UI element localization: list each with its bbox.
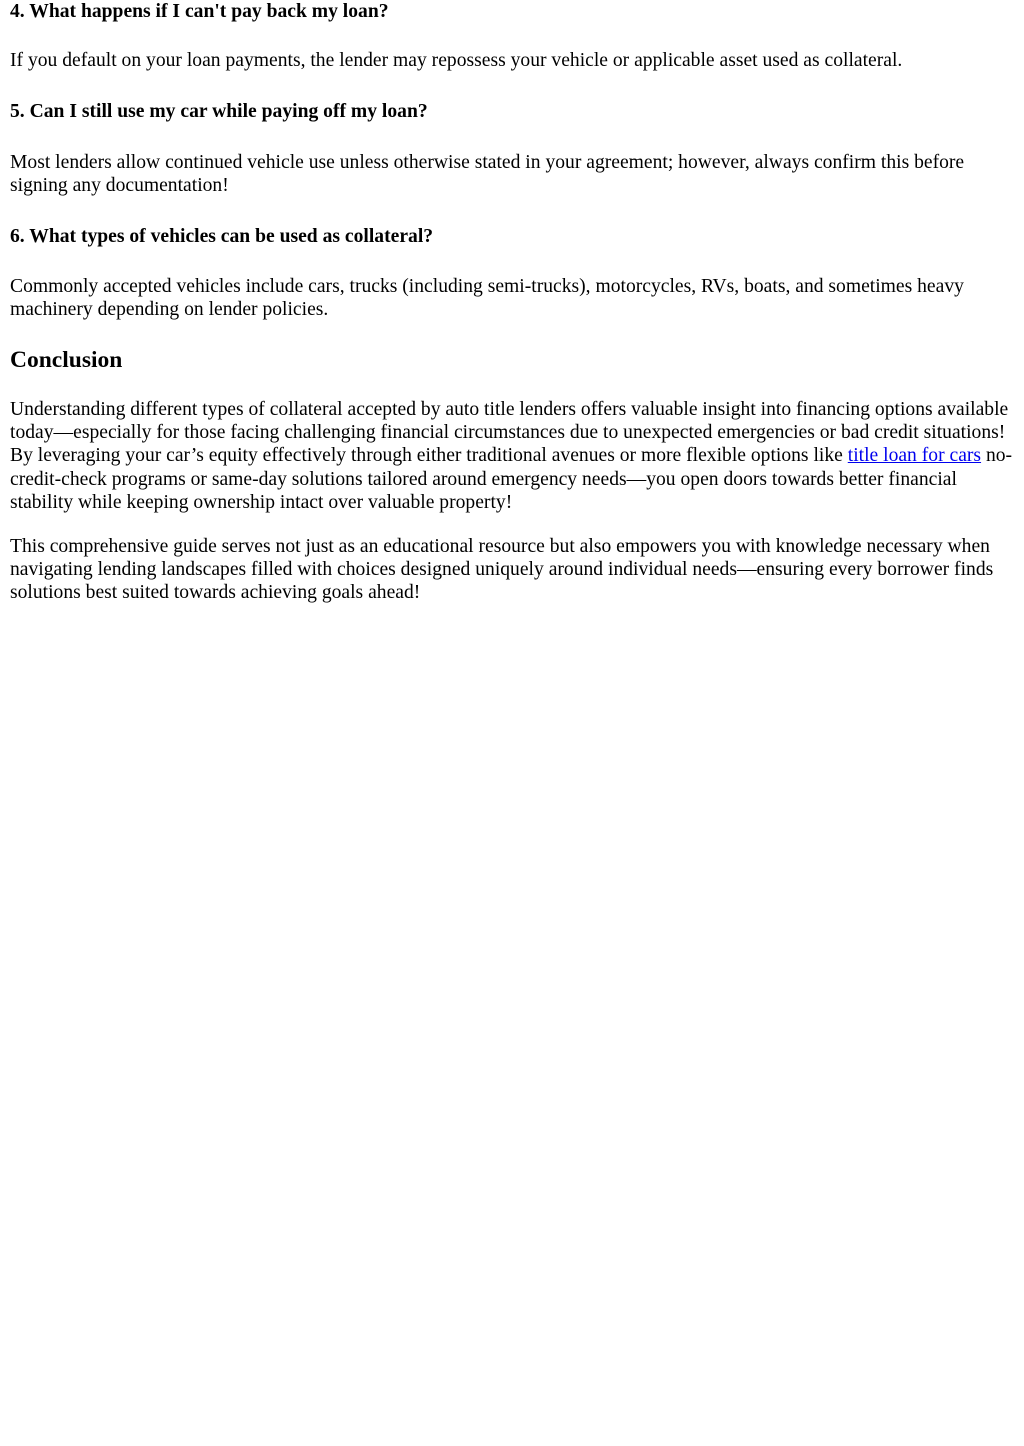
article-content — [0, 0, 1024, 605]
faq-question-6: 6. What types of vehicles can be used as collateral? — [10, 225, 434, 247]
conclusion-text-before-link: Understanding different types of collateral accepted by auto title lenders offers valuable insight into financing options available today—especially for those facing challenging financial circumstances due to unexpected emergencies or bad credit situations! By leveraging your car’s equity effectively through either traditional avenues or more flexible options like — [10, 399, 1009, 467]
faq-answer-5: Most lenders allow continued vehicle use unless otherwise stated in your agreement; however, always confirm this before signing any documentation! — [10, 152, 965, 197]
title-loan-for-cars-link[interactable]: title loan for cars — [847, 445, 982, 467]
conclusion-heading: Conclusion — [10, 347, 123, 374]
faq-answer-4: If you default on your loan payments, the lender may repossess your vehicle or applicable asset used as collateral. — [10, 50, 903, 71]
faq-question-4: 4. What happens if I can't pay back my loan? — [10, 1, 389, 22]
faq-answer-6: Commonly accepted vehicles include cars, trucks (including semi-trucks), motorcycles, RVs, boats, and sometimes heavy machinery depending on lender policies. — [10, 275, 964, 320]
conclusion-paragraph-1 — [10, 398, 1014, 514]
conclusion-paragraph-2: This comprehensive guide serves not just as an educational resource but also empowers you with knowledge necessary when navigating lending landscapes filled with choices designed uniquely around individual needs—ensuring every borrower finds solutions best suited towards achieving goals ahead! — [10, 536, 994, 604]
conclusion-text-after-link: no-credit-check programs or same-day solutions tailored around emergency needs—you open doors towards better financial stability while keeping ownership intact over valuable property! — [10, 445, 1013, 513]
faq-question-5: 5. Can I still use my car while paying off my loan? — [10, 101, 428, 123]
